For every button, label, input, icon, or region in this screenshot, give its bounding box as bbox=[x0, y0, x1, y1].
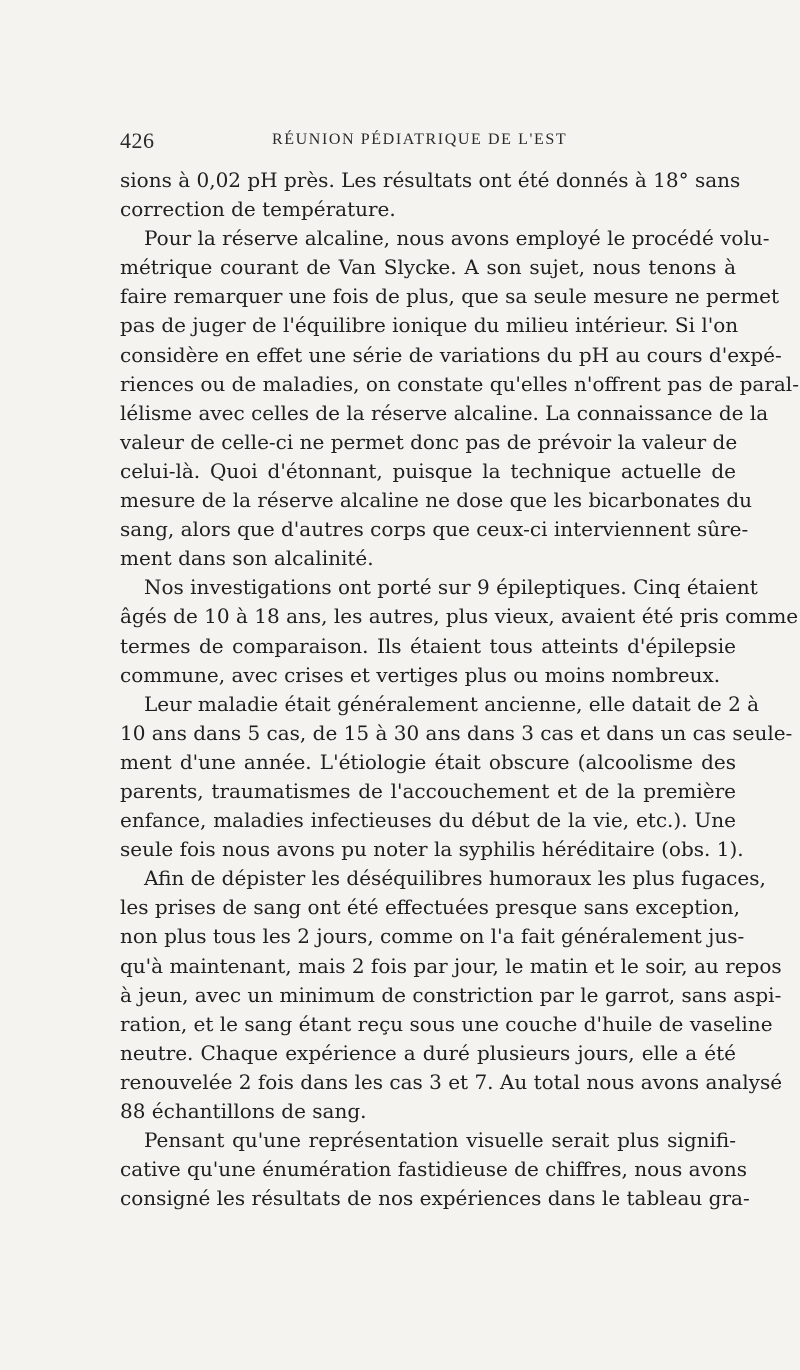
text-line: Pensant qu'une représentation visuelle serait plus signifi- bbox=[144, 1128, 736, 1153]
text-line: mesure de la réserve alcaline ne dose que les bicarbonates du bbox=[120, 488, 753, 513]
paragraph-5 bbox=[120, 864, 783, 1126]
paragraph-3 bbox=[120, 573, 799, 689]
text-line: métrique courant de Van Slycke. A son sujet, nous tenons à bbox=[120, 255, 736, 280]
paragraph-1 bbox=[120, 166, 741, 224]
text-line: riences ou de maladies, on constate qu'elles n'offrent pas de paral- bbox=[120, 371, 799, 396]
text-line: sions à 0,02 pH près. Les résultats ont été donnés à 18° sans bbox=[120, 168, 741, 192]
text-line: à jeun, avec un minimum de constriction par le garrot, sans aspi- bbox=[120, 982, 782, 1007]
text-line: celui-là. Quoi d'étonnant, puisque la technique actuelle de bbox=[120, 458, 736, 483]
text-line: consigné les résultats de nos expériences dans le tableau gra- bbox=[120, 1186, 750, 1211]
text-line: Nos investigations ont porté sur 9 épileptiques. Cinq étaient bbox=[144, 575, 758, 600]
text-line: qu'à maintenant, mais 2 fois par jour, le matin et le soir, au repos bbox=[120, 953, 782, 978]
text-line: âgés de 10 à 18 ans, les autres, plus vieux, avaient été pris comme bbox=[120, 604, 799, 629]
page-header bbox=[120, 128, 736, 156]
text-line: lélisme avec celles de la réserve alcaline. La connaissance de la bbox=[120, 400, 769, 425]
paragraph-4 bbox=[120, 690, 793, 865]
text-line: renouvelée 2 fois dans les cas 3 et 7. Au total nous avons analysé bbox=[120, 1069, 783, 1094]
text-line: ment dans son alcalinité. bbox=[120, 546, 374, 571]
text-line: ration, et le sang étant reçu sous une couche d'huile de vaseline bbox=[120, 1011, 773, 1036]
text-line: Leur maladie était généralement ancienne, elle datait de 2 à bbox=[144, 691, 760, 716]
text-line: cative qu'une énumération fastidieuse de chiffres, nous avons bbox=[120, 1157, 748, 1182]
text-line: les prises de sang ont été effectuées presque sans exception, bbox=[120, 895, 740, 920]
text-line: termes de comparaison. Ils étaient tous atteints d'épilepsie bbox=[120, 633, 736, 658]
text-line: ment d'une année. L'étiologie était obscure (alcoolisme des bbox=[120, 749, 736, 774]
text-line: neutre. Chaque expérience a duré plusieurs jours, elle a été bbox=[120, 1040, 736, 1065]
running-title: RÉUNION PÉDIATRIQUE DE L'EST bbox=[272, 131, 568, 148]
text-line: 88 échantillons de sang. bbox=[120, 1099, 367, 1123]
text-line: Afin de dépister les déséquilibres humoraux les plus fugaces, bbox=[144, 866, 766, 891]
text-line: pas de juger de l'équilibre ionique du milieu intérieur. Si l'on bbox=[120, 313, 739, 338]
text-line: parents, traumatismes de l'accouchement et de la première bbox=[120, 778, 736, 803]
text-line: sang, alors que d'autres corps que ceux-ci interviennent sûre- bbox=[120, 517, 749, 542]
body-text bbox=[120, 166, 799, 1213]
paragraph-2 bbox=[120, 224, 799, 573]
text-line: faire remarquer une fois de plus, que sa seule mesure ne permet bbox=[120, 284, 780, 309]
paragraph-6 bbox=[120, 1126, 750, 1213]
page-number: 426 bbox=[120, 128, 155, 153]
text-line: enfance, maladies infectieuses du début de la vie, etc.). Une bbox=[120, 808, 736, 833]
text-line: correction de température. bbox=[120, 197, 396, 222]
text-line: Pour la réserve alcaline, nous avons employé le procédé volu- bbox=[144, 226, 770, 251]
text-line: commune, avec crises et vertiges plus ou moins nombreux. bbox=[120, 662, 721, 687]
text-line: seule fois nous avons pu noter la syphilis héréditaire (obs. 1). bbox=[120, 837, 744, 862]
text-line: considère en effet une série de variations du pH au cours d'expé- bbox=[120, 342, 782, 367]
text-line: non plus tous les 2 jours, comme on l'a fait généralement jus- bbox=[120, 924, 745, 949]
text-line: valeur de celle-ci ne permet donc pas de prévoir la valeur de bbox=[120, 429, 738, 454]
text-line: 10 ans dans 5 cas, de 15 à 30 ans dans 3 cas et dans un cas seule- bbox=[120, 720, 793, 745]
